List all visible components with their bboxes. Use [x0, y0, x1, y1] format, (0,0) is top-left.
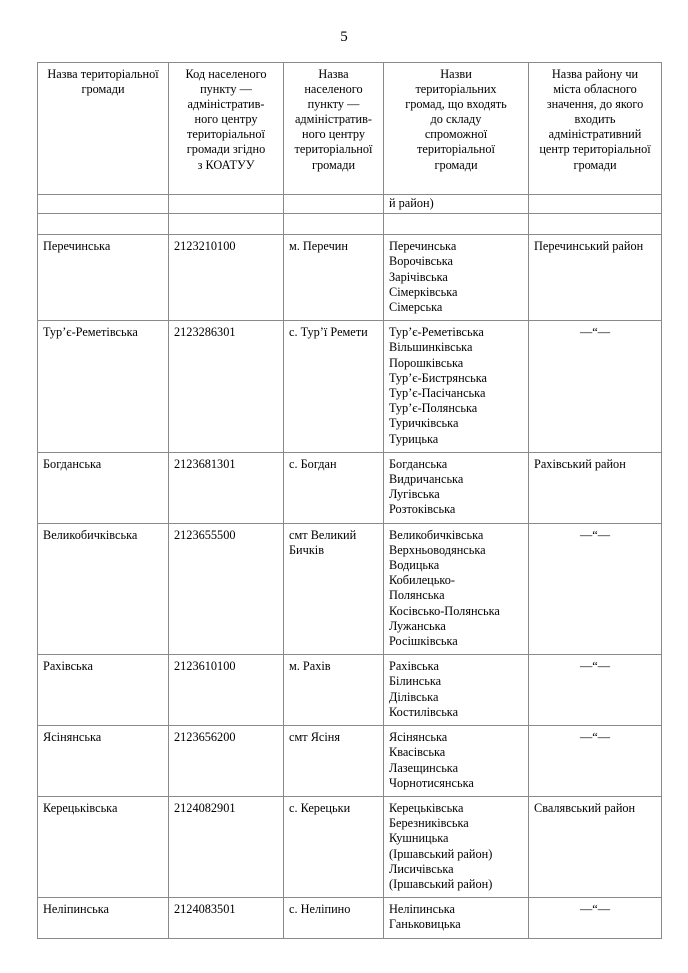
- text-line: Лазещинська: [389, 760, 459, 775]
- cell-raion-ditto: [529, 523, 662, 655]
- cell-raion: Свалявський район: [529, 796, 662, 897]
- text-line: (Іршавський район): [389, 846, 493, 861]
- text-line: Лугівська: [389, 487, 440, 502]
- table-spacer-row: [38, 214, 662, 235]
- header-line: ного центру: [194, 112, 258, 127]
- header-line: громади: [434, 157, 478, 172]
- cell-member-communities: [384, 321, 529, 453]
- header-line: територіальної: [417, 142, 495, 157]
- header-line: Назви: [440, 67, 472, 81]
- cell-community-name: Неліпинська: [38, 898, 169, 938]
- cell-community-name: Рахівська: [38, 655, 169, 726]
- table-header: [38, 63, 662, 195]
- text-line: Турицька: [389, 431, 439, 446]
- cell-member-communities-lines: [389, 902, 523, 932]
- ditto-mark: —“—: [579, 730, 611, 745]
- table-header-row: [38, 63, 662, 195]
- text-line: Тур’є-Реметівська: [389, 325, 484, 340]
- spacer-cell-center-settlement: [284, 214, 384, 235]
- cell-center-settlement: [284, 523, 384, 655]
- text-line: Сімерська: [389, 300, 443, 315]
- territorial-communities-table: [37, 62, 662, 939]
- header-line: громади: [311, 157, 356, 172]
- cell-raion-ditto: [529, 655, 662, 726]
- cell-raion: Рахівський район: [529, 452, 662, 523]
- table-row: [38, 235, 662, 321]
- cell-center-settlement-lines: [289, 902, 378, 917]
- cell-center-settlement: [284, 796, 384, 897]
- text-line: Керецьківська: [389, 800, 464, 815]
- spacer-cell-community-name: [38, 214, 169, 235]
- header-line: громад, що входять: [405, 97, 507, 112]
- text-line: Тур’є-Бистрянська: [389, 370, 487, 385]
- text-line: Кобилецько-: [389, 573, 455, 588]
- table-body: [38, 195, 662, 939]
- table-row: [38, 321, 662, 453]
- text-line: Полянська: [389, 588, 445, 603]
- text-line: (Іршавський район): [389, 876, 493, 891]
- table-row: [38, 898, 662, 938]
- spacer-cell-member-communities: [384, 214, 529, 235]
- cell-raion: Перечинський район: [529, 235, 662, 321]
- text-line: Вільшинківська: [389, 340, 473, 355]
- header-line: територіальної: [294, 142, 373, 157]
- header-line: пункту —: [307, 97, 360, 112]
- text-line: Тур’є-Пасічанська: [389, 386, 486, 401]
- cell-raion-ditto: [529, 898, 662, 938]
- table-row: [38, 655, 662, 726]
- header-line: ного центру: [302, 127, 365, 142]
- page-number: 5: [340, 29, 348, 45]
- text-line: Ворочівська: [389, 254, 453, 269]
- column-header-koatuu-code-lines: [174, 67, 278, 173]
- ditto-mark: —“—: [579, 325, 611, 340]
- text-line: Чорнотисянська: [389, 775, 474, 790]
- column-header-member-communities-lines: [389, 67, 523, 173]
- text-line: Лисичівська: [389, 861, 454, 876]
- column-header-community-name-lines: [43, 67, 163, 97]
- cell-member-communities: [384, 655, 529, 726]
- header-line: адміністратив-: [294, 112, 373, 127]
- text-line: Рахівська: [389, 659, 439, 674]
- text-line: Порошківська: [389, 355, 464, 370]
- header-line: міста обласного: [553, 82, 637, 97]
- continuation-cell-center-settlement: [284, 195, 384, 214]
- continuation-cell-koatuu-code: [169, 195, 284, 214]
- cell-member-communities: [384, 235, 529, 321]
- header-line: територіальної: [187, 127, 265, 142]
- cell-member-communities: [384, 726, 529, 797]
- cell-center-settlement: [284, 726, 384, 797]
- text-line: Кушницька: [389, 831, 449, 846]
- spacer-cell-raion: [529, 214, 662, 235]
- column-header-raion-lines: [534, 67, 656, 173]
- text-line: Зарічівська: [389, 269, 448, 284]
- continuation-cell-raion: [529, 195, 662, 214]
- cell-member-communities-lines: [389, 457, 523, 518]
- text-line: с. Богдан: [289, 456, 337, 471]
- text-line: м. Рахів: [289, 659, 331, 674]
- header-line: Назва: [318, 67, 349, 81]
- text-line: Туричківська: [389, 416, 459, 431]
- header-line: Назва району чи: [551, 67, 639, 81]
- registry-table-container: [37, 62, 661, 939]
- cell-member-communities: [384, 452, 529, 523]
- cell-koatuu-code: 2124082901: [169, 796, 284, 897]
- header-line: спроможної: [424, 127, 488, 142]
- cell-center-settlement: [284, 655, 384, 726]
- text-line: Тур’є-Полянська: [389, 401, 478, 416]
- text-line: с. Тур’ї Ремети: [289, 325, 368, 340]
- cell-koatuu-code: 2123210100: [169, 235, 284, 321]
- header-line: громади: [81, 82, 125, 97]
- text-line: смт Великий: [289, 527, 357, 542]
- header-line: до складу: [430, 112, 482, 127]
- header-line: адміністратив-: [187, 97, 265, 112]
- text-line: Ясінянська: [389, 730, 448, 745]
- cell-center-settlement-lines: [289, 239, 378, 254]
- text-line: с. Неліпино: [289, 902, 351, 917]
- cell-center-settlement: [284, 898, 384, 938]
- cell-member-communities-lines: [389, 528, 523, 650]
- cell-community-name: Перечинська: [38, 235, 169, 321]
- text-line: Бичків: [289, 542, 325, 557]
- header-line: входить: [574, 112, 616, 127]
- cell-center-settlement: [284, 452, 384, 523]
- text-line: Водицька: [389, 558, 440, 573]
- text-line: Верхньоводянська: [389, 542, 486, 557]
- text-line: Костилівська: [389, 704, 459, 719]
- text-line: Неліпинська: [389, 902, 455, 917]
- ditto-mark: —“—: [579, 527, 611, 542]
- cell-center-settlement-lines: [289, 659, 378, 674]
- text-line: Великобичківська: [389, 527, 484, 542]
- text-line: Богданська: [389, 456, 448, 471]
- text-line: с. Керецьки: [289, 800, 351, 815]
- header-line: значення, до якого: [546, 97, 644, 112]
- spacer-cell-koatuu-code: [169, 214, 284, 235]
- header-line: населеного: [304, 82, 363, 97]
- cell-member-communities-lines: [389, 801, 523, 892]
- column-header-raion: [529, 63, 662, 195]
- cell-community-name: Богданська: [38, 452, 169, 523]
- cell-center-settlement: [284, 321, 384, 453]
- cell-member-communities: [384, 898, 529, 938]
- cell-koatuu-code: 2123286301: [169, 321, 284, 453]
- text-line: Сімерківська: [389, 284, 458, 299]
- cell-center-settlement-lines: [289, 325, 378, 340]
- text-line: Перечинська: [389, 239, 457, 254]
- text-line: Ділівська: [389, 689, 439, 704]
- text-line: Росішківська: [389, 634, 458, 649]
- text-line: м. Перечин: [289, 239, 348, 254]
- cell-koatuu-code: 2123681301: [169, 452, 284, 523]
- header-line: з КОАТУУ: [197, 157, 255, 172]
- cell-koatuu-code: 2123656200: [169, 726, 284, 797]
- cell-raion-ditto: [529, 726, 662, 797]
- cell-member-communities: [384, 796, 529, 897]
- column-header-koatuu-code: [169, 63, 284, 195]
- column-header-member-communities: [384, 63, 529, 195]
- cell-community-name: Ясінянська: [38, 726, 169, 797]
- text-line: Ганьковицька: [389, 917, 461, 932]
- cell-member-communities-lines: [389, 239, 523, 315]
- cell-center-settlement-lines: [289, 528, 378, 558]
- continuation-cell-member-communities: й район): [384, 195, 529, 214]
- ditto-mark: —“—: [579, 659, 611, 674]
- cell-koatuu-code: 2123610100: [169, 655, 284, 726]
- header-line: пункту —: [200, 82, 252, 97]
- cell-koatuu-code: 2124083501: [169, 898, 284, 938]
- cell-koatuu-code: 2123655500: [169, 523, 284, 655]
- text-line: Березниківська: [389, 816, 469, 831]
- cell-raion-ditto: [529, 321, 662, 453]
- text-line: смт Ясіня: [289, 730, 341, 745]
- cell-member-communities-lines: [389, 730, 523, 791]
- ditto-mark: —“—: [579, 902, 611, 917]
- header-line: Код населеного: [185, 67, 267, 81]
- cell-center-settlement: [284, 235, 384, 321]
- header-line: громади згідно: [186, 142, 266, 157]
- table-row: [38, 726, 662, 797]
- text-line: Косівсько-Полянська: [389, 603, 500, 618]
- cell-center-settlement-lines: [289, 801, 378, 816]
- column-header-community-name: [38, 63, 169, 195]
- header-line: Назва територіальної: [47, 67, 159, 81]
- header-line: територіальних: [415, 82, 497, 97]
- cell-community-name: Великобичківська: [38, 523, 169, 655]
- text-line: Видричанська: [389, 472, 464, 487]
- column-header-center-settlement-lines: [289, 67, 378, 173]
- table-row: [38, 796, 662, 897]
- cell-community-name: Керецьківська: [38, 796, 169, 897]
- cell-member-communities: [384, 523, 529, 655]
- continuation-cell-community-name: [38, 195, 169, 214]
- header-line: громади: [573, 157, 617, 172]
- table-row: [38, 523, 662, 655]
- cell-member-communities-lines: [389, 659, 523, 720]
- column-header-center-settlement: [284, 63, 384, 195]
- header-line: адміністративний: [548, 127, 642, 142]
- cell-center-settlement-lines: [289, 457, 378, 472]
- table-continuation-row: [38, 195, 662, 214]
- text-line: Білинська: [389, 674, 442, 689]
- table-row: [38, 452, 662, 523]
- text-line: Лужанська: [389, 618, 446, 633]
- cell-center-settlement-lines: [289, 730, 378, 745]
- text-line: Квасівська: [389, 745, 446, 760]
- cell-community-name: Тур’є-Реметівська: [38, 321, 169, 453]
- cell-member-communities-lines: [389, 325, 523, 447]
- header-line: центр територіальної: [539, 142, 651, 157]
- text-line: Розтоківська: [389, 502, 456, 517]
